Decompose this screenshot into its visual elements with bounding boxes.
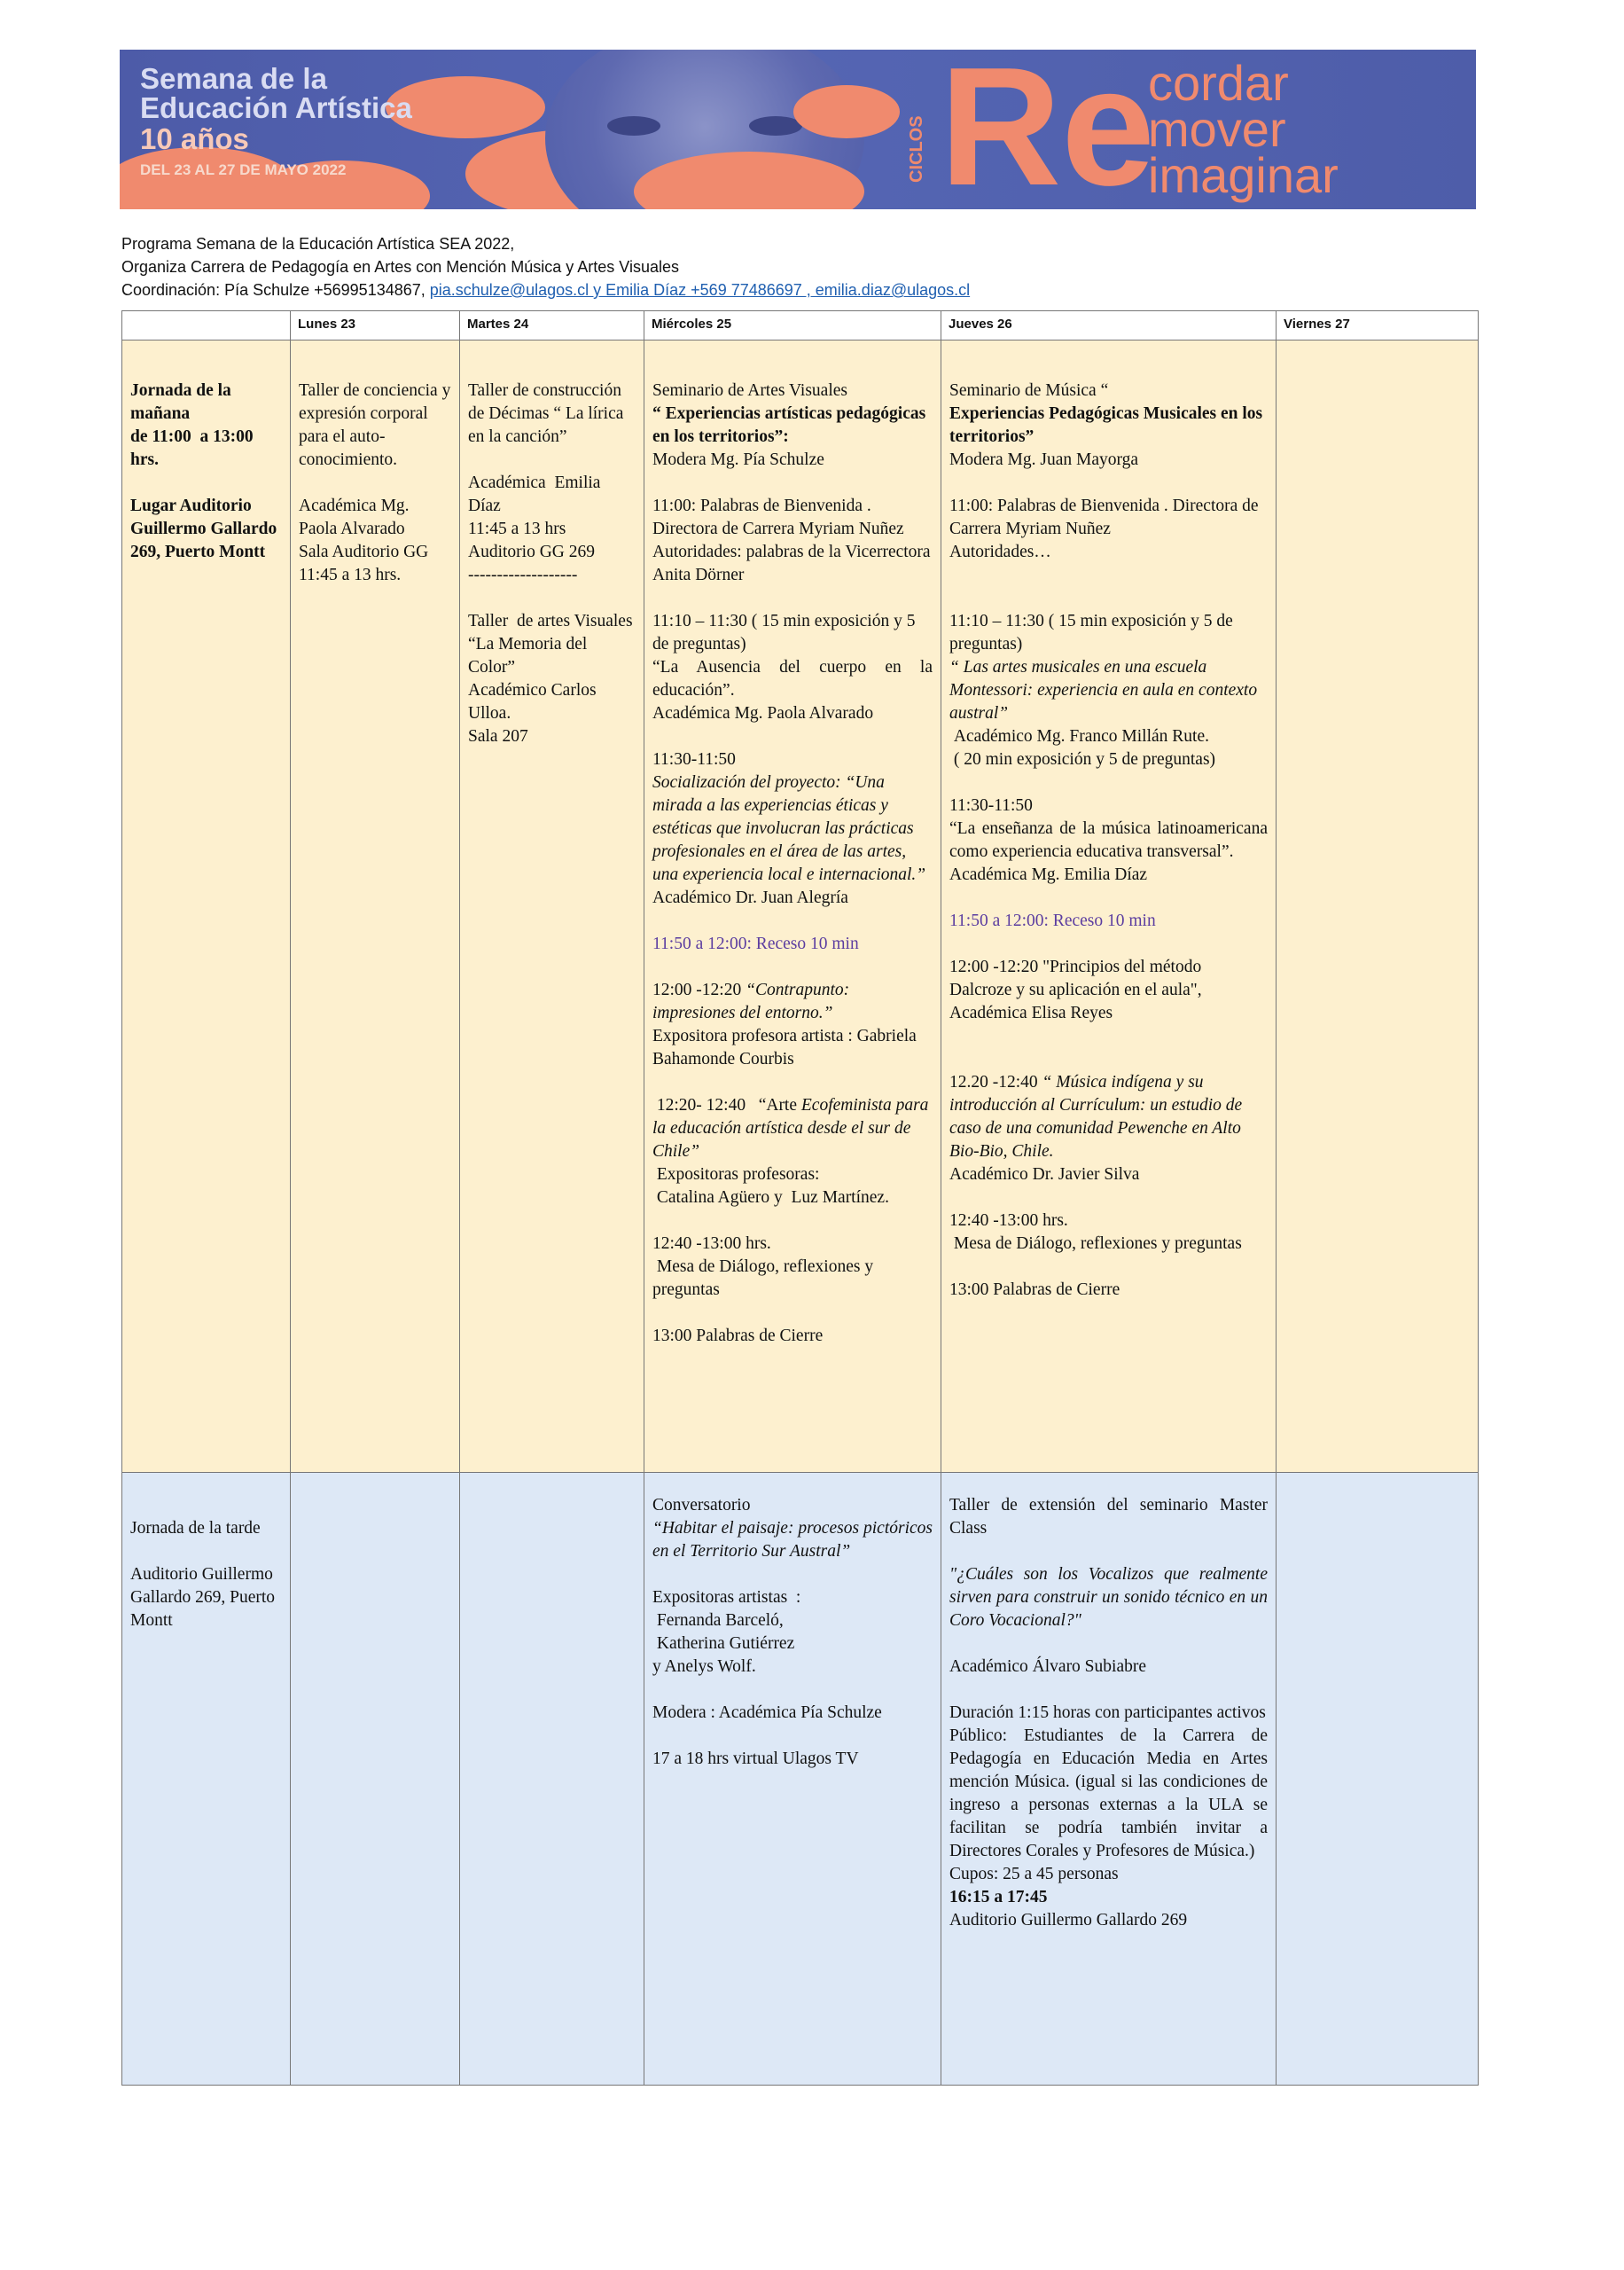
contact-email-link[interactable]: pia.schulze@ulagos.cl y Emilia Díaz +569 77486697 , emilia.diaz@ulagos.cl xyxy=(429,281,971,299)
afternoon-miercoles: Conversatorio “Habitar el paisaje: procesos pictóricos en el Territorio Sur Austral” Expositoras artistas : Fernanda Barceló, Katherina Gutiérrez y Anelys Wolf. Modera : Académica Pía Schulze 17 a 18 hrs virtual Ulagos TV xyxy=(644,1473,941,2086)
banner-title: Semana de la Educación Artística xyxy=(140,62,412,124)
afternoon-viernes xyxy=(1277,1473,1479,2086)
morning-label: Jornada de la mañana de 11:00 a 13:00 hrs. Lugar Auditorio Guillermo Gallardo 269, Puerto Montt xyxy=(122,340,291,1473)
schedule-table xyxy=(121,310,1479,2086)
break-label: 11:50 a 12:00: Receso 10 min xyxy=(652,935,859,953)
morning-lunes: Taller de conciencia y expresión corporal para el auto-conocimiento. Académica Mg. Paola Alvarado Sala Auditorio GG 11:45 a 13 hrs. xyxy=(291,340,460,1473)
afternoon-row xyxy=(122,1473,1479,2086)
cloud-shape xyxy=(793,85,900,138)
morning-miercoles: Seminario de Artes Visuales “ Experiencias artísticas pedagógicas en los territorios”: Modera Mg. Pía Schulze 11:00: Palabras de Bienvenida . Directora de Carrera Myriam Nuñez Autoridades: palabras de la Vicerrectora Anita Dörner 11:10 – 11:30 ( 15 min exposición y 5 de preguntas) “La Ausencia del cuerpo en la educación”. Académica Mg. Paola Alvarado 11:30-11:50 Socialización del proyecto: “Una mirada a las experiencias éticas y estéticas que involucran las prácticas profesionales en el área de las artes, una experiencia local e internacional.” Académico Dr. Juan Alegría 11:50 a 12:00: Receso 10 min 12:00 -12:20 “Contrapunto: impresiones del entorno.” Expositora profesora artista : Gabriela Bahamonde Courbis 12:20- 12:40 “Arte Ecofeminista para la educación artística desde el sur de Chile” Expositoras profesoras: Catalina Agüero y Luz Martínez. 12:40 -13:00 hrs. Mesa de Diálogo, reflexiones y preguntas 13:00 Palabras de Cierre xyxy=(644,340,941,1473)
afternoon-lunes xyxy=(291,1473,460,2086)
header-empty xyxy=(122,311,291,340)
banner-word-cordar: cordar xyxy=(1148,55,1289,111)
banner-subtitle: 10 años xyxy=(140,122,249,155)
break-label: 11:50 a 12:00: Receso 10 min xyxy=(949,912,1156,930)
header-viernes: Viernes 27 xyxy=(1277,311,1479,340)
header-martes: Martes 24 xyxy=(460,311,644,340)
header-miercoles: Miércoles 25 xyxy=(644,311,941,340)
program-intro xyxy=(121,232,970,301)
morning-jueves: Seminario de Música “ Experiencias Pedagógicas Musicales en los territorios” Modera Mg. Juan Mayorga 11:00: Palabras de Bienvenida . Directora de Carrera Myriam Nuñez Autoridades… 11:10 – 11:30 ( 15 min exposición y 5 de preguntas) “ Las artes musicales en una escuela Montessori: experiencia en aula en contexto austral” Académico Mg. Franco Millán Rute. ( 20 min exposición y 5 de preguntas) 11:30-11:50 “La enseñanza de la música latinoamericana como experiencia educativa transversal”. Académica Mg. Emilia Díaz 11:50 a 12:00: Receso 10 min 12:00 -12:20 "Principios del método Dalcroze y su aplicación en el aula", Académica Elisa Reyes 12.20 -12:40 “ Música indígena y su introducción al Currículum: un estudio de caso de una comunidad Pewenche en Alto Bio-Bio, Chile. Académico Dr. Javier Silva 12:40 -13:00 hrs. Mesa de Diálogo, reflexiones y preguntas 13:00 Palabras de Cierre xyxy=(941,340,1277,1473)
banner-re: Re xyxy=(940,50,1155,209)
afternoon-martes xyxy=(460,1473,644,2086)
header-jueves: Jueves 26 xyxy=(941,311,1277,340)
banner-word-imaginar: imaginar xyxy=(1148,147,1339,203)
banner-word-mover: mover xyxy=(1148,101,1286,157)
intro-line-2: Organiza Carrera de Pedagogía en Artes con Mención Música y Artes Visuales xyxy=(121,258,680,276)
afternoon-jueves: Taller de extensión del seminario Master Class "¿Cuáles son los Vocalizos que realmente sirven para construir un sonido técnico en un Coro Vocacional?" Académico Álvaro Subiabre Duración 1:15 horas con participantes activos Público: Estudiantes de la Carrera de Pedagogía en Educación Media en Artes mención Música. (igual si las condiciones de ingreso a personas externas a la ULA se facilitan se podría también invitar a Directores Corales y Profesores de Música.) Cupos: 25 a 45 personas 16:15 a 17:45 Auditorio Guillermo Gallardo 269 xyxy=(941,1473,1277,2086)
morning-martes: Taller de construcción de Décimas “ La lírica en la canción” Académica Emilia Díaz 11:45 a 13 hrs Auditorio GG 269 ------------------- Taller de artes Visuales “La Memoria del Color” Académico Carlos Ulloa. Sala 207 xyxy=(460,340,644,1473)
banner-dates: DEL 23 AL 27 DE MAYO 2022 xyxy=(140,161,347,178)
morning-viernes xyxy=(1277,340,1479,1473)
afternoon-label: Jornada de la tarde Auditorio Guillermo Gallardo 269, Puerto Montt xyxy=(122,1473,291,2086)
banner-ciclos: CICLOS xyxy=(907,115,926,183)
intro-line-3: Coordinación: Pía Schulze +56995134867, pia.schulze@ulagos.cl y Emilia Díaz +569 77486697 , emilia.diaz@ulagos.cl xyxy=(121,281,971,299)
event-banner xyxy=(120,50,1476,209)
header-lunes: Lunes 23 xyxy=(291,311,460,340)
morning-row xyxy=(122,340,1479,1473)
header-row xyxy=(122,311,1479,340)
intro-line-1: Programa Semana de la Educación Artística SEA 2022, xyxy=(121,235,515,253)
